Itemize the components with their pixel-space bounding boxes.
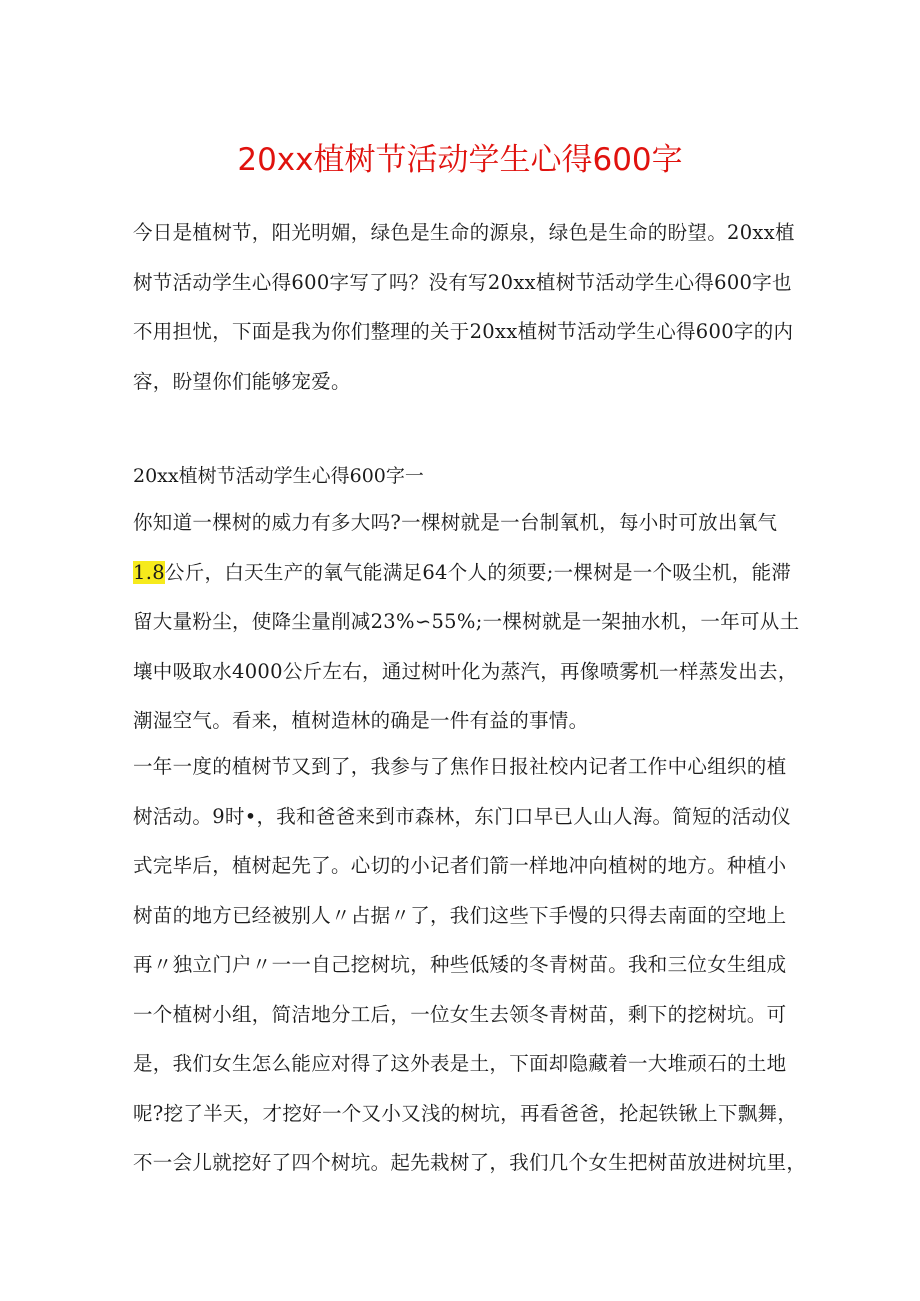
paragraph-line: 式完毕后，植树起先了。心切的小记者们箭一样地冲向植树的地方。种植小 [133,854,787,877]
paragraph-line: 你知道一棵树的威力有多大吗?一棵树就是一台制氧机，每小时可放出氧气 [133,511,778,534]
highlighted-number: 1.8 [133,560,165,584]
document-title: 20xx植树节活动学生心得600字 [237,142,683,178]
paragraph-line: 不一会儿就挖好了四个树坑。起先栽树了，我们几个女生把树苗放进树坑里， [133,1151,807,1174]
paragraph-line: 一个植树小组，简洁地分工后，一位女生去领冬青树苗，剩下的挖树坑。可 [133,1002,787,1026]
paragraph-line: 再〃独立门户〃一一自己挖树坑，种些低矮的冬青树苗。我和三位女生组成 [133,953,787,976]
paragraph-line: 树活动。9时•，我和爸爸来到市森林，东门口早已人山人海。简短的活动仪 [133,804,792,828]
intro-line: 不用担忧，下面是我为你们整理的关于20xx植树节活动学生心得600字的内 [133,320,794,343]
intro-paragraph [133,208,793,406]
paragraph-line: 留大量粉尘，使降尘量削减23%∽55%;一棵树就是一架抽水机，一年可从土 [133,610,800,633]
paragraph-line: 一年一度的植树节又到了，我参与了焦作日报社校内记者工作中心组织的植 [133,755,787,778]
paragraph-line [133,548,793,598]
intro-line: 树节活动学生心得600字写了吗？没有写20xx植树节活动学生心得600字也 [133,270,792,294]
paragraph-line: 是，我们女生怎么能应对得了这外表是土，下面却隐藏着一大堆顽石的土地 [133,1052,787,1075]
paragraph-line-rest: 公斤，白天生产的氧气能满足64个人的须要;一棵树是一个吸尘机，能滞 [164,560,792,584]
section-heading: 20xx植树节活动学生心得600字一 [133,465,424,487]
intro-line: 容，盼望你们能够宠爱。 [133,369,351,393]
paragraph-line: 壤中吸取水4000公斤左右，通过树叶化为蒸汽，再像喷雾机一样蒸发出去， [133,659,798,683]
paragraph-2 [133,742,807,1188]
paragraph-line: 树苗的地方已经被别人〃占据〃了，我们这些下手慢的只得去南面的空地上 [133,903,787,927]
paragraph-line: 呢?挖了半天，才挖好一个又小又浅的树坑，再看爸爸，抡起铁锹上下飘舞， [133,1101,798,1125]
paragraph-line: 潮湿空气。看来，植树造林的确是一件有益的事情。 [133,709,589,732]
intro-line: 今日是植树节，阳光明媚，绿色是生命的源泉，绿色是生命的盼望。20xx植 [133,221,795,244]
paragraph-1 [133,498,800,746]
